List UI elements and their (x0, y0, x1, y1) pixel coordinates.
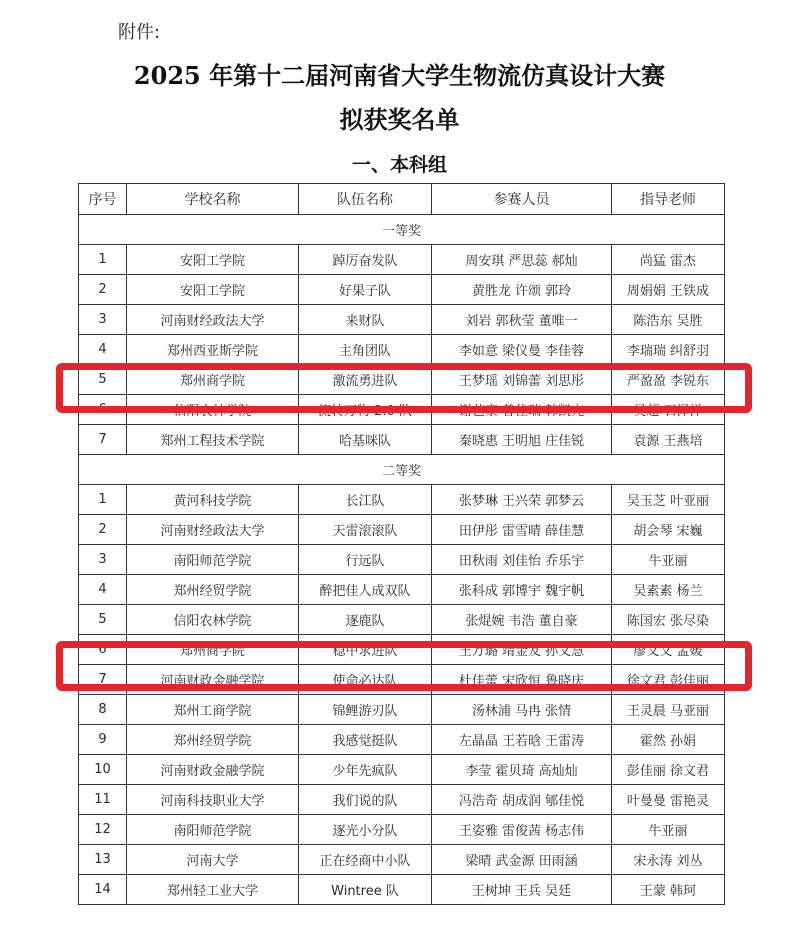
cell-advisors: 陈浩东 吴胜 (612, 305, 725, 335)
cell-team: 天雷滚滚队 (299, 515, 432, 545)
cell-index: 1 (79, 485, 127, 515)
cell-advisors: 霍然 孙娟 (612, 725, 725, 755)
document-title: 2025 年第十二届河南省大学生物流仿真设计大赛 (133, 61, 666, 90)
cell-team: 主角团队 (299, 335, 432, 365)
cell-members: 左晶晶 王若晗 王雷涛 (432, 725, 612, 755)
cell-index: 13 (79, 845, 127, 875)
cell-members: 田伊彤 雷雪晴 薛佳慧 (432, 515, 612, 545)
cell-team: 流转万物 2.0 队 (299, 395, 432, 425)
cell-school: 河南科技职业大学 (127, 785, 299, 815)
cell-team: 好果子队 (299, 275, 432, 305)
cell-index: 4 (79, 575, 127, 605)
header-school: 学校名称 (127, 184, 299, 215)
award-level-row (79, 215, 725, 245)
cell-team: 稳中求进队 (299, 635, 432, 665)
table-row (79, 425, 725, 455)
cell-members: 张科成 郭博宇 魏宇帆 (432, 575, 612, 605)
table-row (79, 845, 725, 875)
cell-advisors: 牛亚丽 (612, 815, 725, 845)
cell-advisors: 吴超 石泽洋 (612, 395, 725, 425)
cell-school: 安阳工学院 (127, 275, 299, 305)
award-level: 二等奖 (79, 455, 725, 485)
section-title: 一、本科组 (351, 154, 447, 176)
header-index: 序号 (79, 184, 127, 215)
cell-index: 12 (79, 815, 127, 845)
cell-advisors: 吴玉芝 叶亚丽 (612, 485, 725, 515)
award-table (78, 183, 725, 905)
cell-index: 6 (79, 635, 127, 665)
cell-members: 王姿雅 雷俊茜 杨志伟 (432, 815, 612, 845)
cell-index: 2 (79, 515, 127, 545)
table-row (79, 875, 725, 905)
cell-advisors: 彭佳丽 徐文君 (612, 755, 725, 785)
cell-advisors: 宋永涛 刘丛 (612, 845, 725, 875)
cell-school: 河南财政金融学院 (127, 755, 299, 785)
cell-index: 5 (79, 605, 127, 635)
cell-team: 长江队 (299, 485, 432, 515)
award-level: 一等奖 (79, 215, 725, 245)
cell-index: 9 (79, 725, 127, 755)
table-row (79, 815, 725, 845)
cell-school: 南阳师范学院 (127, 545, 299, 575)
cell-advisors: 吴素素 杨兰 (612, 575, 725, 605)
cell-school: 郑州经贸学院 (127, 725, 299, 755)
cell-advisors: 叶曼曼 雷艳灵 (612, 785, 725, 815)
cell-school: 南阳师范学院 (127, 815, 299, 845)
table-row (79, 605, 725, 635)
cell-school: 信阳农林学院 (127, 395, 299, 425)
cell-members: 李莹 霍贝琦 高灿灿 (432, 755, 612, 785)
cell-school: 郑州商学院 (127, 365, 299, 395)
cell-members: 田秋雨 刘佳怡 乔乐宇 (432, 545, 612, 575)
cell-team: 行远队 (299, 545, 432, 575)
table-body (79, 215, 725, 905)
cell-members: 周安琪 严思蕊 郝灿 (432, 245, 612, 275)
cell-school: 河南大学 (127, 845, 299, 875)
cell-members: 梁晴 武金源 田雨涵 (432, 845, 612, 875)
award-level-row (79, 455, 725, 485)
cell-advisors: 牛亚丽 (612, 545, 725, 575)
cell-team: 哈基咪队 (299, 425, 432, 455)
cell-school: 信阳农林学院 (127, 605, 299, 635)
cell-team: 醉把佳人成双队 (299, 575, 432, 605)
cell-advisors: 严盈盈 李锐东 (612, 365, 725, 395)
cell-school: 郑州商学院 (127, 635, 299, 665)
table-row (79, 275, 725, 305)
table-row (79, 305, 725, 335)
cell-advisors: 徐文君 彭佳丽 (612, 665, 725, 695)
cell-school: 郑州工程技术学院 (127, 425, 299, 455)
cell-advisors: 尚猛 雷杰 (612, 245, 725, 275)
table-row (79, 545, 725, 575)
cell-index: 3 (79, 305, 127, 335)
cell-advisors: 王蒙 韩珂 (612, 875, 725, 905)
cell-advisors: 周娟娟 王铁成 (612, 275, 725, 305)
table-header-row (79, 184, 725, 215)
cell-index: 11 (79, 785, 127, 815)
table-row (79, 245, 725, 275)
cell-school: 郑州工商学院 (127, 695, 299, 725)
table-row (79, 575, 725, 605)
cell-advisors: 袁源 王燕培 (612, 425, 725, 455)
cell-team: 踔厉奋发队 (299, 245, 432, 275)
cell-members: 李如意 梁仪曼 李佳蓉 (432, 335, 612, 365)
cell-index: 1 (79, 245, 127, 275)
cell-school: 黄河科技学院 (127, 485, 299, 515)
table-row (79, 725, 725, 755)
cell-advisors: 王灵晨 马亚丽 (612, 695, 725, 725)
cell-team: 锦鲤游刃队 (299, 695, 432, 725)
header-team: 队伍名称 (299, 184, 432, 215)
cell-members: 王万璐 靖金友 孙文慧 (432, 635, 612, 665)
cell-members: 冯浩奇 胡成润 郇佳悦 (432, 785, 612, 815)
cell-school: 郑州轻工业大学 (127, 875, 299, 905)
cell-members: 黄胜龙 许颂 郭玲 (432, 275, 612, 305)
highlight-box-second-prize-row-6 (56, 641, 752, 691)
cell-members: 杜佳蕾 宋欣恒 鲁晓庆 (432, 665, 612, 695)
cell-team: 少年先疯队 (299, 755, 432, 785)
header-members: 参赛人员 (432, 184, 612, 215)
cell-school: 河南财经政法大学 (127, 515, 299, 545)
cell-members: 谢艺豪 曾佳瑞 韩凯亢 (432, 395, 612, 425)
cell-advisors: 胡会琴 宋巍 (612, 515, 725, 545)
highlight-box-first-prize-row-5 (56, 363, 752, 413)
cell-team: 正在经商中小队 (299, 845, 432, 875)
cell-members: 张焜婉 韦浩 董自豪 (432, 605, 612, 635)
cell-members: 王树坤 王兵 吴廷 (432, 875, 612, 905)
cell-index: 14 (79, 875, 127, 905)
cell-team: 使命必达队 (299, 665, 432, 695)
table-row (79, 755, 725, 785)
cell-team: 我感觉挺队 (299, 725, 432, 755)
cell-index: 8 (79, 695, 127, 725)
cell-members: 张梦琳 王兴荣 郭梦云 (432, 485, 612, 515)
cell-members: 刘岩 郭秋莹 董唯一 (432, 305, 612, 335)
document-subtitle: 拟获奖名单 (339, 105, 460, 134)
table-row (79, 335, 725, 365)
cell-school: 安阳工学院 (127, 245, 299, 275)
cell-team: 激流勇进队 (299, 365, 432, 395)
cell-members: 秦晓惠 王明旭 庄佳锐 (432, 425, 612, 455)
cell-index: 7 (79, 425, 127, 455)
cell-index: 4 (79, 335, 127, 365)
cell-members: 汤林浦 马冉 张情 (432, 695, 612, 725)
cell-team: 我们说的队 (299, 785, 432, 815)
cell-index: 7 (79, 665, 127, 695)
table-row (79, 785, 725, 815)
table-row (79, 695, 725, 725)
cell-team: 逐鹿队 (299, 605, 432, 635)
table-row (79, 515, 725, 545)
cell-advisors: 廖文文 孟媛 (612, 635, 725, 665)
cell-members: 王梦瑶 刘锦蕾 刘思彤 (432, 365, 612, 395)
cell-index: 3 (79, 545, 127, 575)
cell-index: 6 (79, 395, 127, 425)
cell-index: 10 (79, 755, 127, 785)
cell-school: 河南财政金融学院 (127, 665, 299, 695)
cell-advisors: 李瑞瑞 纠舒羽 (612, 335, 725, 365)
cell-school: 郑州经贸学院 (127, 575, 299, 605)
cell-team: Wintree 队 (299, 875, 432, 905)
header-advisors: 指导老师 (612, 184, 725, 215)
attachment-label: 附件: (118, 22, 161, 43)
cell-advisors: 陈国宏 张尽染 (612, 605, 725, 635)
table-row (79, 485, 725, 515)
cell-index: 5 (79, 365, 127, 395)
cell-team: 逐光小分队 (299, 815, 432, 845)
cell-index: 2 (79, 275, 127, 305)
cell-team: 来财队 (299, 305, 432, 335)
cell-school: 郑州西亚斯学院 (127, 335, 299, 365)
cell-school: 河南财经政法大学 (127, 305, 299, 335)
